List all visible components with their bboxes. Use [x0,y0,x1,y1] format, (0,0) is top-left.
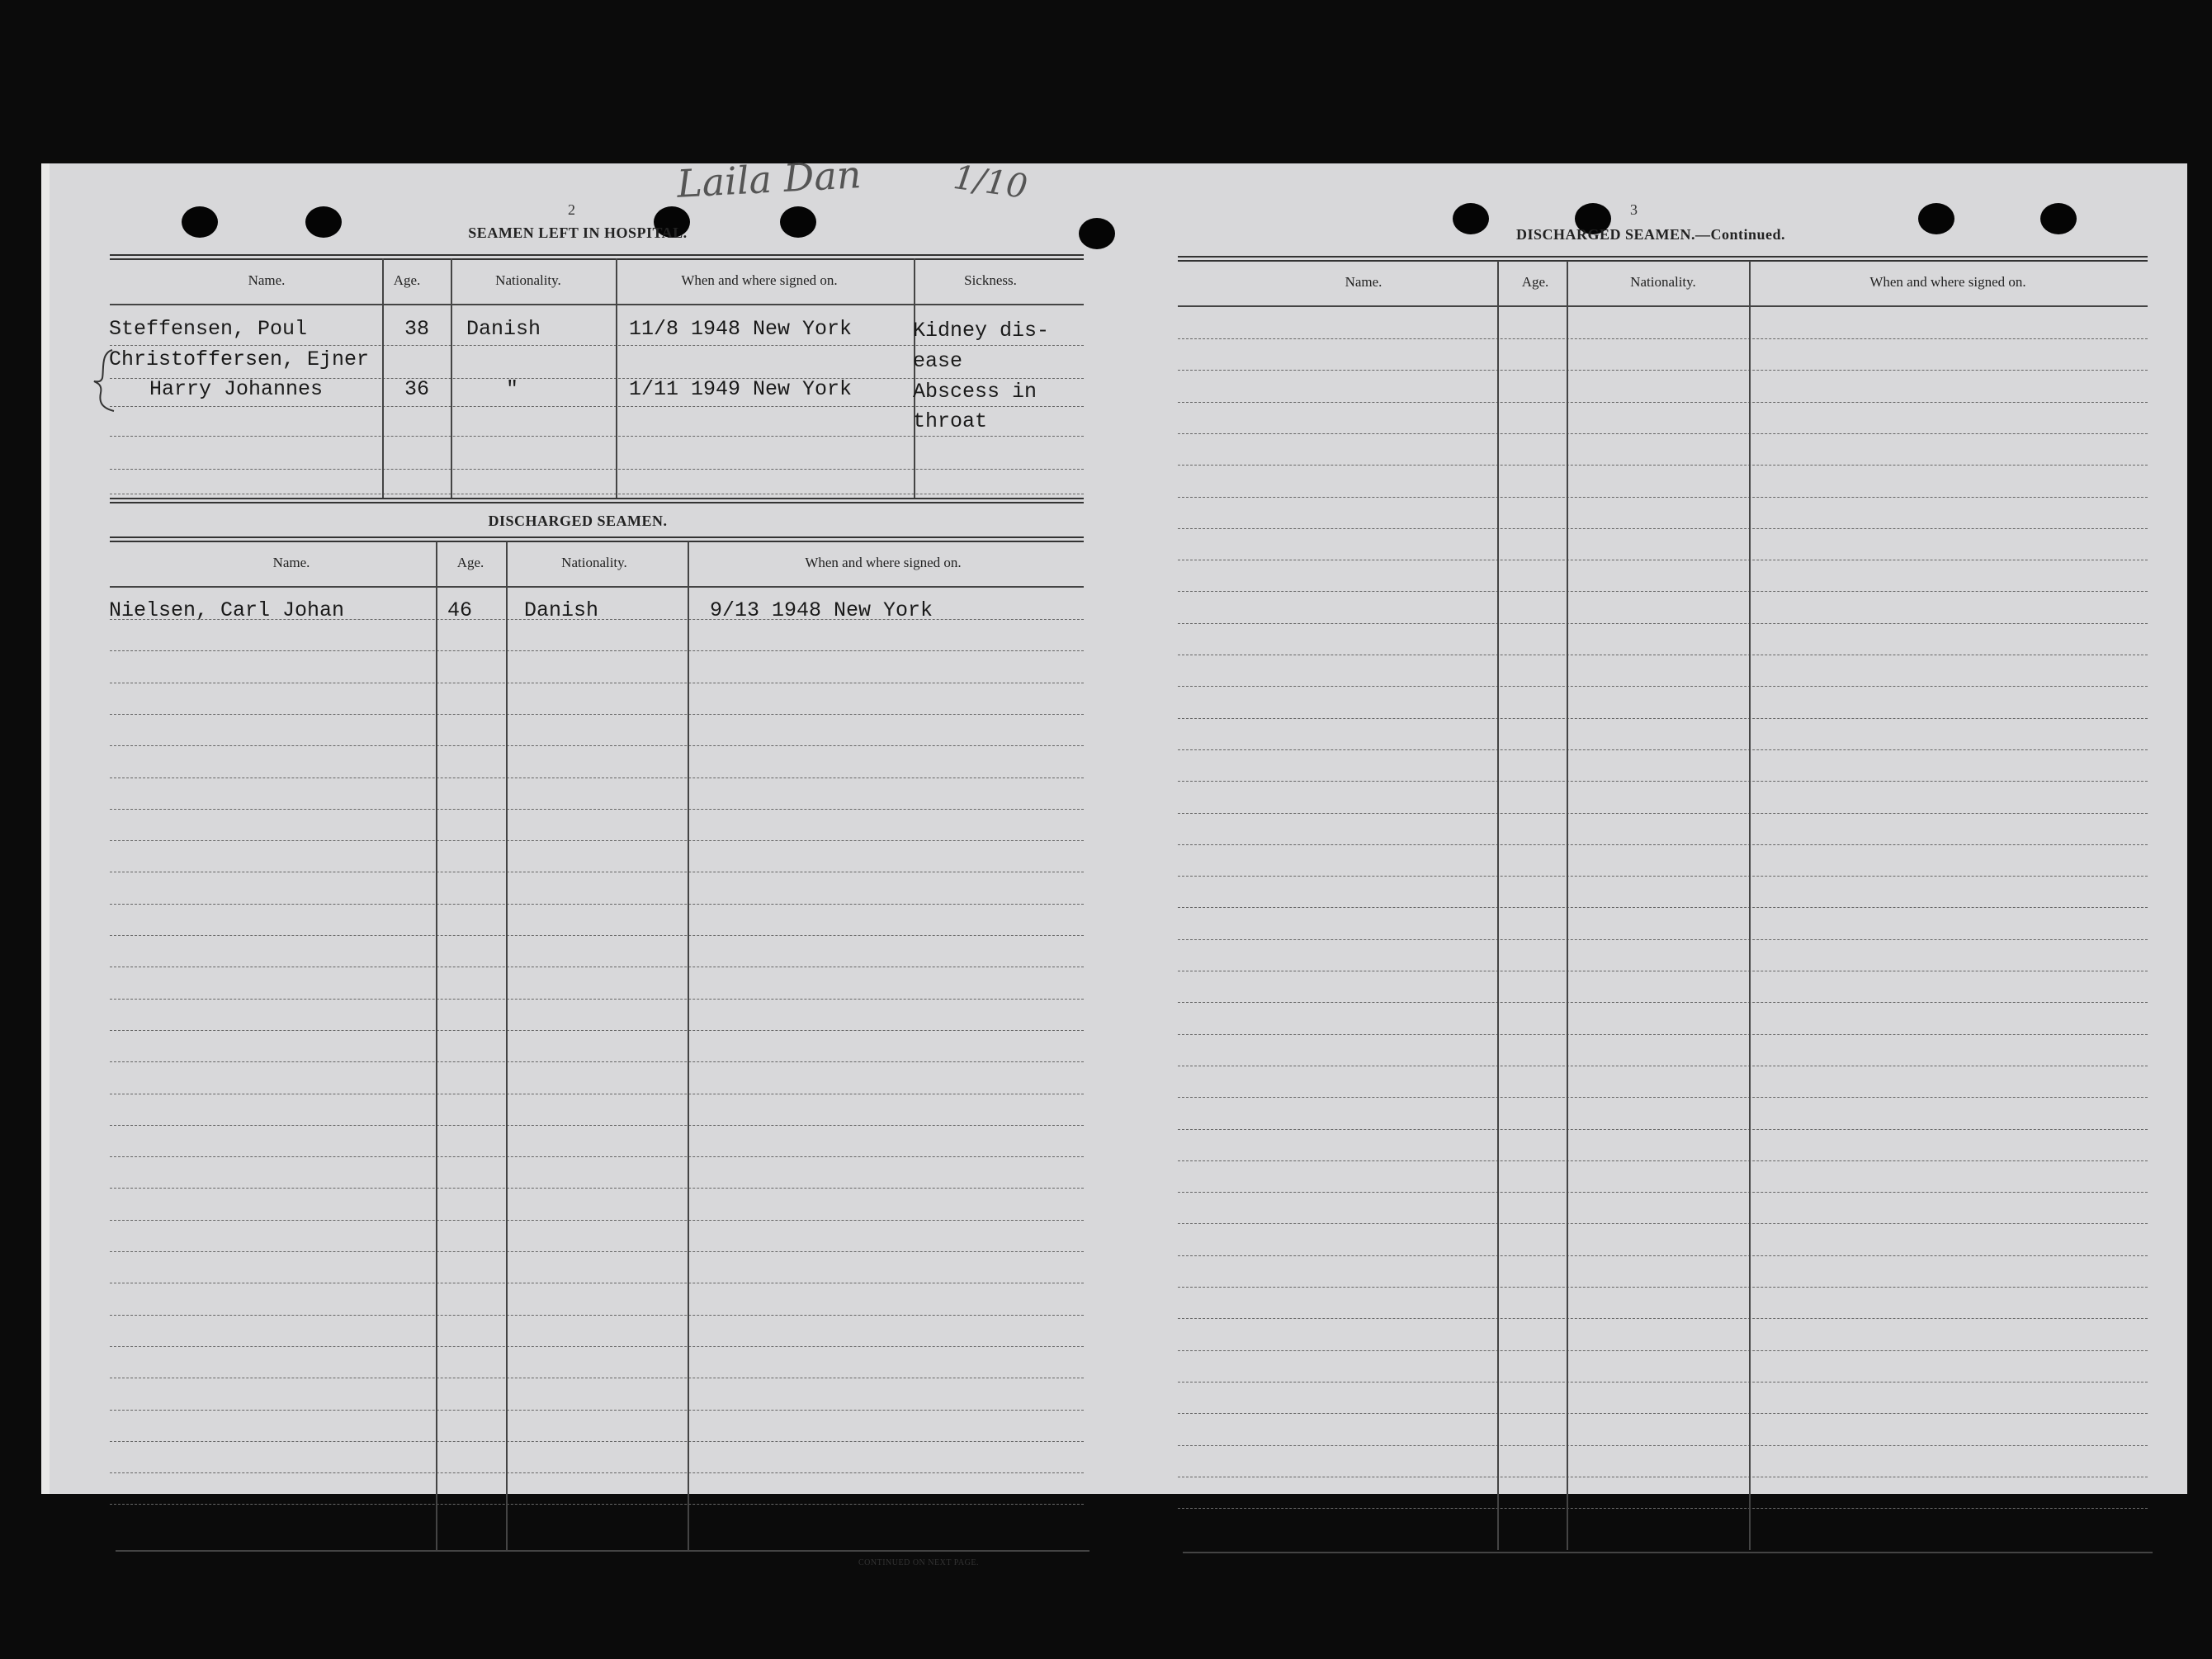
header-rule [1178,305,2148,307]
row-line [1178,623,2148,624]
row-line [1178,338,2148,339]
column-header-nationality: Nationality. [1630,274,1696,290]
page-number-right: 3 [1630,201,1638,218]
row-line [110,714,1084,715]
column-divider [688,541,689,1550]
row-line [1178,749,2148,750]
row-line [1178,1034,2148,1035]
hospital-sickness-2: ease [913,349,963,373]
row-line [110,1504,1084,1505]
row-line [1178,718,2148,719]
discharged-table-bottom-rule [116,1550,1089,1552]
hospital-sickness-4: throat [913,409,988,433]
right-table-top-rule [1178,256,2148,262]
row-line [1178,1413,2148,1414]
column-divider [436,541,437,1550]
row-line [1178,876,2148,877]
column-header-sickness: Sickness. [964,272,1017,288]
hospital-name-2: Christoffersen, Ejner [109,347,370,371]
row-line [1178,1129,2148,1130]
row-line [110,650,1084,651]
column-header-nationality: Nationality. [495,272,561,288]
discharged-nationality-1: Danish [524,598,599,622]
column-divider [1567,261,1568,1550]
right-section-title: DISCHARGED SEAMEN.—Continued. [1515,226,1786,243]
column-header-name: Name. [272,555,310,570]
handwritten-ship-name: Laila Dan [675,152,863,206]
punch-hole [182,206,218,238]
row-line [1178,1160,2148,1161]
row-line [110,1410,1084,1411]
row-line [110,1472,1084,1473]
discharged-table-top-rule [110,536,1084,542]
discharged-section-title: DISCHARGED SEAMEN. [488,513,668,529]
row-line [1178,1223,2148,1224]
row-line [1178,1287,2148,1288]
column-header-name: Name. [1345,274,1382,290]
hospital-signed-on-3: 1/11 1949 New York [629,377,853,401]
row-line [1178,528,2148,529]
row-line [1178,1318,2148,1319]
row-line [1178,433,2148,434]
row-line [1178,1508,2148,1509]
punch-hole [1079,218,1115,249]
row-line [110,745,1084,746]
header-rule [110,304,1084,305]
page-number-left: 2 [568,201,575,218]
row-line [1178,1002,2148,1003]
row-line [1178,402,2148,403]
column-header-signed-on: When and where signed on. [805,555,962,570]
column-header-age: Age. [393,272,421,288]
row-line [110,999,1084,1000]
column-header-signed-on: When and where signed on. [681,272,838,288]
hospital-name-1: Steffensen, Poul [109,317,308,341]
column-divider [914,258,915,498]
right-table-bottom-rule [1183,1552,2153,1553]
row-line [1178,813,2148,814]
row-line [1178,1350,2148,1351]
row-line [1178,497,2148,498]
hospital-name-3: Harry Johannes [149,377,324,401]
row-line [110,904,1084,905]
row-line [110,1125,1084,1126]
row-line [1178,939,2148,940]
punch-hole [1918,203,1954,234]
row-line [110,1220,1084,1221]
hospital-table-top-rule [110,254,1084,260]
column-divider [1749,261,1751,1550]
row-line [110,1315,1084,1316]
column-divider [451,258,452,498]
row-line [1178,1255,2148,1256]
continued-note: CONTINUED ON NEXT PAGE. [858,1558,979,1567]
column-header-name: Name. [248,272,286,288]
row-line [110,1251,1084,1252]
discharged-name-1: Nielsen, Carl Johan [109,598,345,622]
column-divider [382,258,384,498]
row-line [110,436,1084,437]
handwritten-mark: 1/10 [951,158,1030,207]
column-header-age: Age. [1521,274,1549,290]
column-header-age: Age. [456,555,484,570]
row-line [110,1156,1084,1157]
hospital-sickness-3: Abscess in [913,380,1037,404]
hospital-table-bottom-rule [110,498,1084,503]
row-line [1178,1097,2148,1098]
column-divider [1497,261,1499,1550]
row-line [1178,781,2148,782]
hospital-signed-on-1: 11/8 1948 New York [629,317,853,341]
row-line [110,1346,1084,1347]
row-line [1178,686,2148,687]
hospital-age-1: 38 [404,317,430,341]
hospital-nationality-1: Danish [466,317,541,341]
row-line [1178,465,2148,466]
row-line [110,1030,1084,1031]
discharged-age-1: 46 [447,598,473,622]
discharged-signed-on-1: 9/13 1948 New York [710,598,933,622]
row-line [110,1061,1084,1062]
punch-hole [305,206,342,238]
hospital-sickness-1: Kidney dis- [913,319,1050,343]
row-line [110,840,1084,841]
row-line [1178,907,2148,908]
row-line [110,1188,1084,1189]
hospital-age-3: 36 [404,377,430,401]
column-header-signed-on: When and where signed on. [1869,274,2026,290]
row-line [110,345,1084,346]
handwritten-brace [92,347,117,413]
header-rule [110,586,1084,588]
row-line [110,469,1084,470]
row-line [1178,1445,2148,1446]
hospital-nationality-3: " [506,377,519,401]
row-line [1178,370,2148,371]
hospital-section-title: SEAMEN LEFT IN HOSPITAL. [468,225,688,241]
row-line [1178,844,2148,845]
column-divider [616,258,617,498]
row-line [110,809,1084,810]
row-line [1178,591,2148,592]
document-sheet [41,152,2187,1567]
row-line [110,935,1084,936]
column-header-nationality: Nationality. [561,555,627,570]
row-line [1178,1192,2148,1193]
column-divider [506,541,508,1550]
punch-hole [780,206,816,238]
punch-hole [2040,203,2077,234]
row-line [110,1441,1084,1442]
row-line [110,406,1084,407]
